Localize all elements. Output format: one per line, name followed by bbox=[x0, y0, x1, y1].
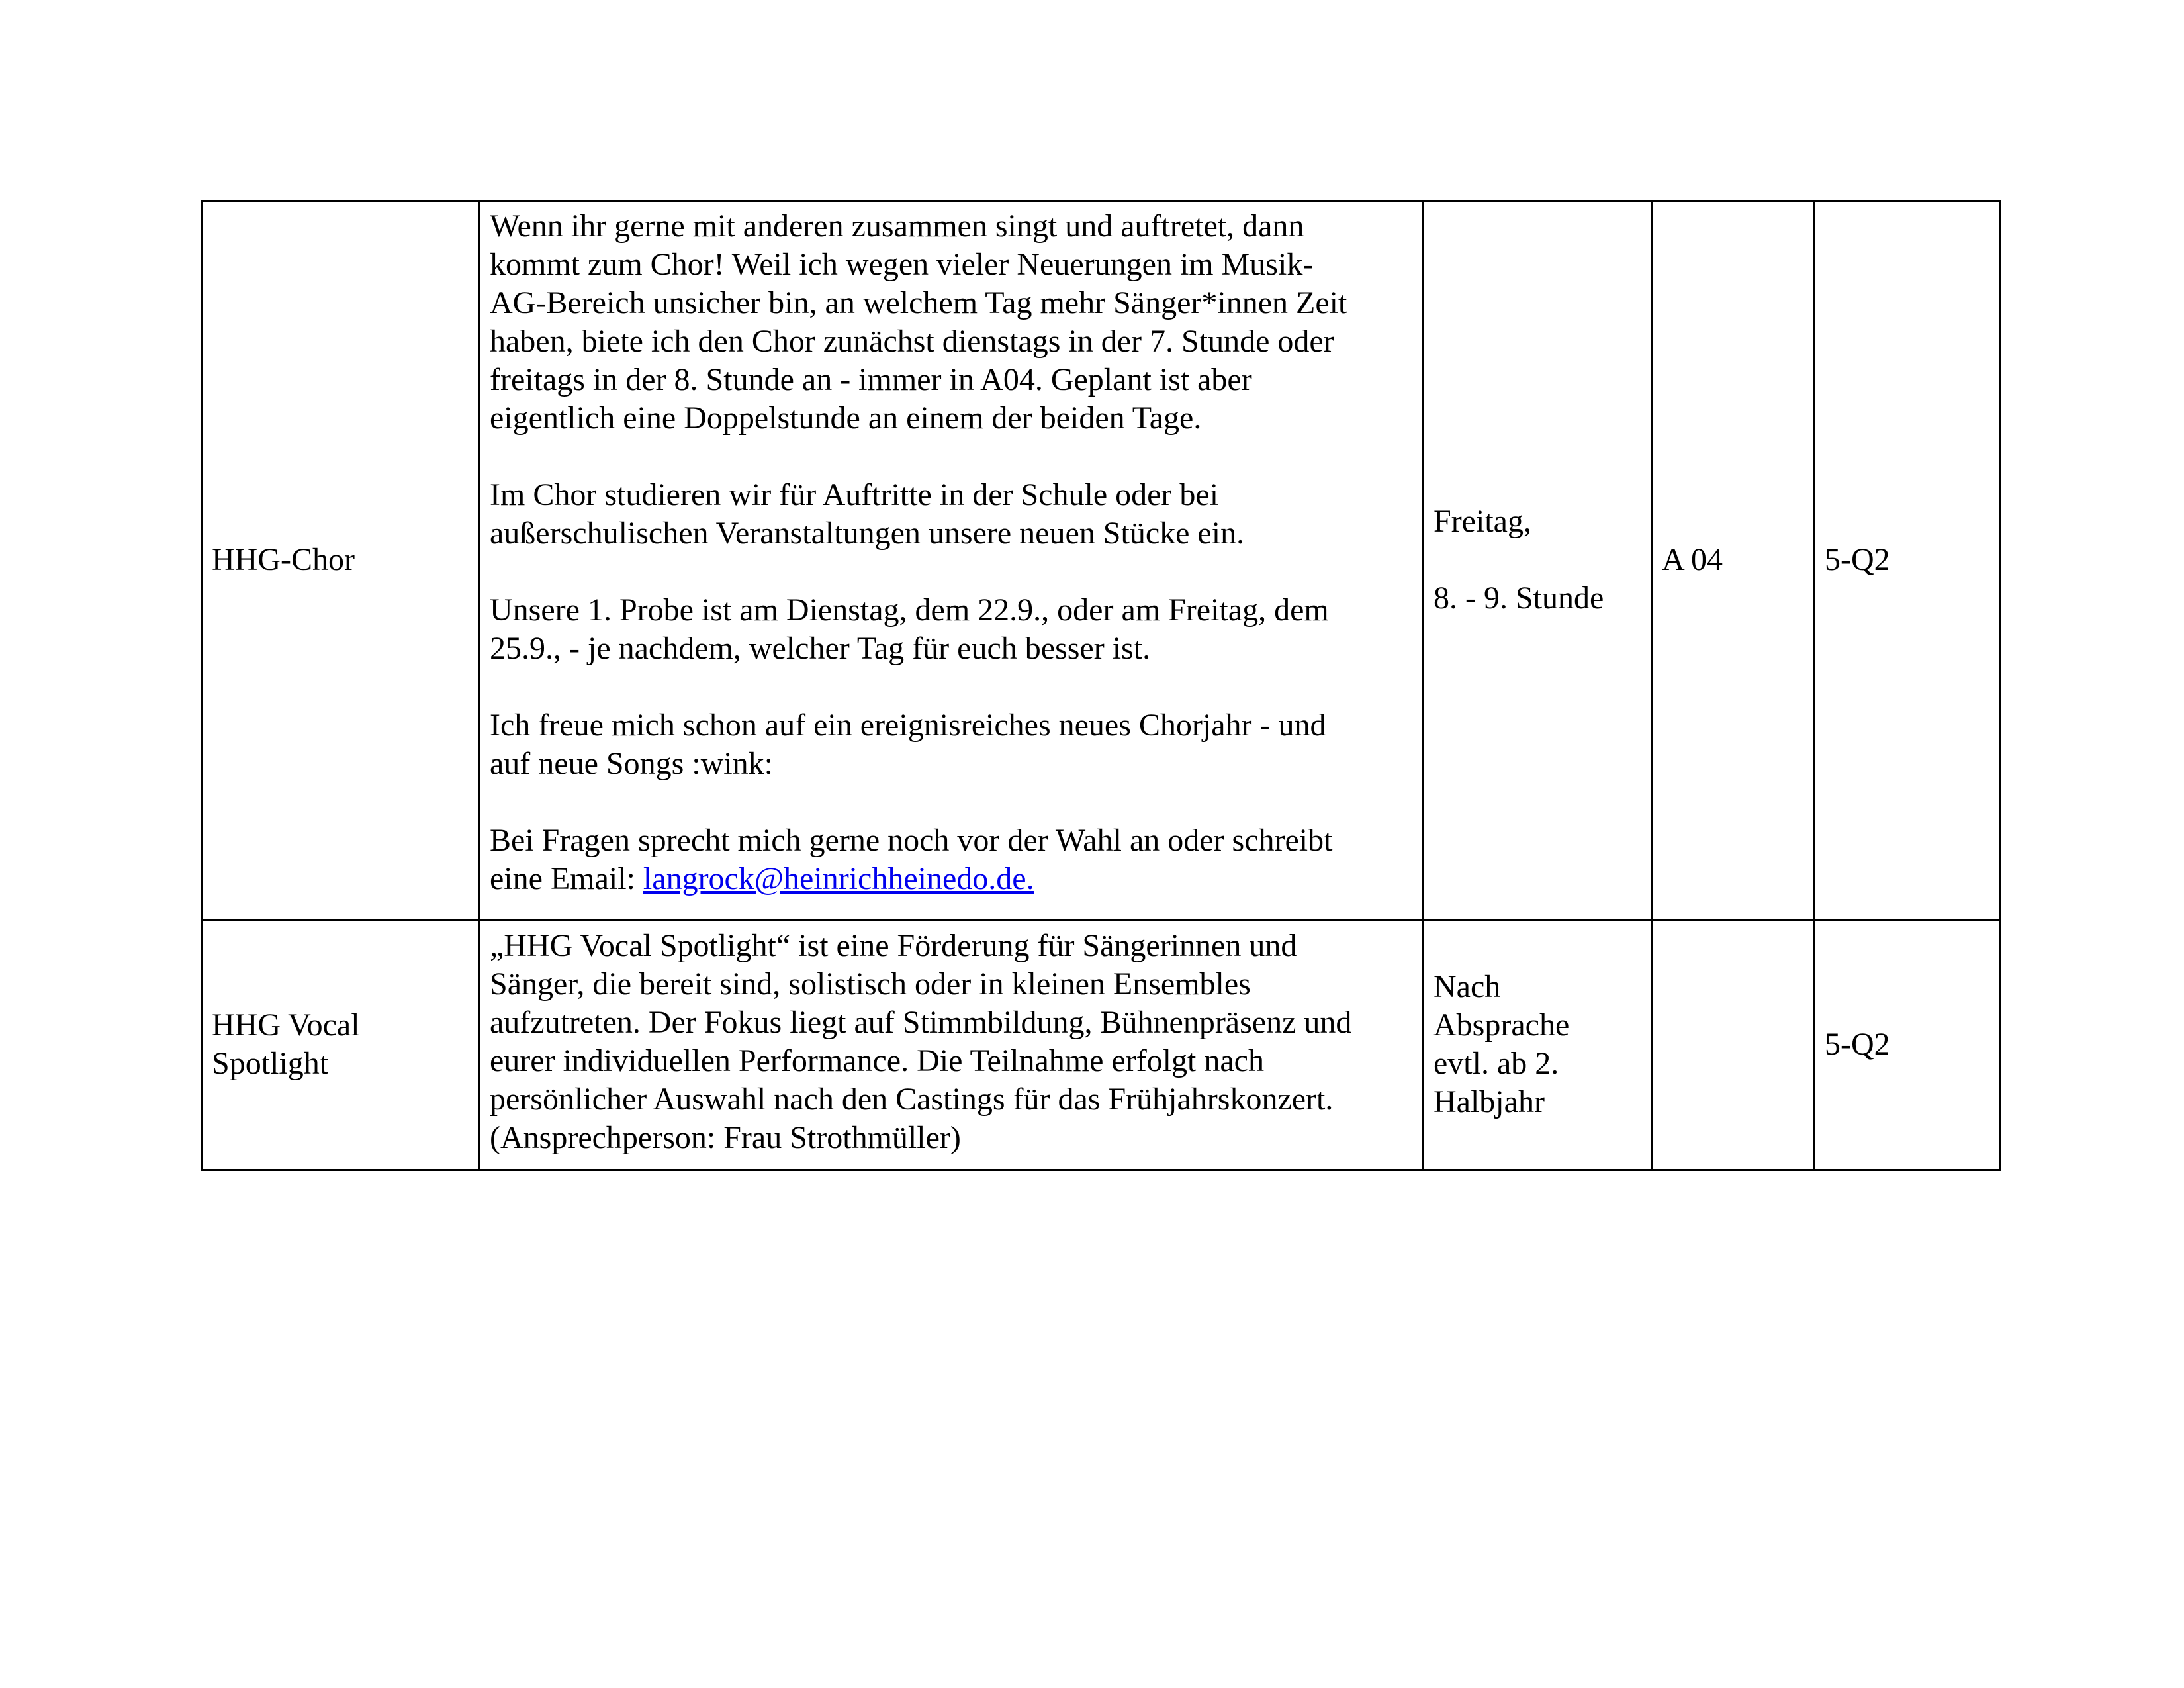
contact-line: Bei Fragen sprecht mich gerne noch vor der Wahl an oder schreibt bbox=[490, 823, 1333, 858]
description-line: 25.9., - je nachdem, welcher Tag für euch besser ist. bbox=[490, 631, 1151, 666]
description-line: Im Chor studieren wir für Auftritte in der Schule oder bei bbox=[490, 477, 1219, 512]
description-line: AG-Bereich unsicher bin, an welchem Tag mehr Sänger*innen Zeit bbox=[490, 285, 1347, 320]
description-paragraph bbox=[490, 591, 1413, 668]
description-line: außerschulischen Veranstaltungen unsere neuen Stücke ein. bbox=[490, 516, 1245, 551]
description-line: eigentlich eine Doppelstunde an einem der beiden Tage. bbox=[490, 400, 1202, 436]
description-line: Wenn ihr gerne mit anderen zusammen singt und auftretet, dann bbox=[490, 209, 1304, 244]
time-line: Absprache bbox=[1433, 1008, 1570, 1043]
description-line: (Ansprechperson: Frau Strothmüller) bbox=[490, 1120, 961, 1155]
ag-grades-cell bbox=[1815, 921, 2000, 1170]
time-period: 8. - 9. Stunde bbox=[1433, 581, 1604, 616]
contact-paragraph bbox=[490, 821, 1413, 898]
ag-grades: 5-Q2 bbox=[1825, 1027, 1890, 1062]
table-row bbox=[202, 921, 2000, 1170]
ag-room-cell bbox=[1652, 201, 1815, 921]
ag-name-line: Spotlight bbox=[212, 1046, 329, 1081]
ag-name: HHG-Chor bbox=[212, 542, 355, 577]
time-day: Freitag, bbox=[1433, 504, 1531, 539]
description-line: kommt zum Chor! Weil ich wegen vieler Neuerungen im Musik- bbox=[490, 247, 1314, 282]
time-line: Nach bbox=[1433, 969, 1501, 1004]
description-paragraph bbox=[490, 706, 1413, 783]
ag-time-cell bbox=[1424, 921, 1652, 1170]
description-line: Sänger, die bereit sind, solistisch oder in kleinen Ensembles bbox=[490, 966, 1251, 1002]
ag-description-cell bbox=[480, 201, 1424, 921]
description-line: freitags in der 8. Stunde an - immer in A04. Geplant ist aber bbox=[490, 362, 1252, 397]
time-gap bbox=[1433, 541, 1641, 579]
description-line: Ich freue mich schon auf ein ereignisreiches neues Chorjahr - und bbox=[490, 708, 1326, 743]
contact-prefix: eine Email: bbox=[490, 861, 643, 896]
contact-line bbox=[490, 860, 1413, 898]
ag-room: A 04 bbox=[1662, 542, 1723, 577]
email-link[interactable]: langrock@heinrichheinedo.de. bbox=[643, 861, 1034, 896]
time-line: Halbjahr bbox=[1433, 1084, 1545, 1119]
description-line: eurer individuellen Performance. Die Teilnahme erfolgt nach bbox=[490, 1043, 1264, 1078]
ag-name-cell bbox=[202, 201, 480, 921]
table-row bbox=[202, 201, 2000, 921]
ag-name-cell bbox=[202, 921, 480, 1170]
description-line: haben, biete ich den Chor zunächst dienstags in der 7. Stunde oder bbox=[490, 324, 1334, 359]
description-paragraph bbox=[490, 207, 1413, 438]
ag-table bbox=[201, 200, 2001, 1171]
description-paragraph bbox=[490, 476, 1413, 553]
ag-description-cell bbox=[480, 921, 1424, 1170]
description-line: aufzutreten. Der Fokus liegt auf Stimmbildung, Bühnenpräsenz und bbox=[490, 1005, 1352, 1040]
ag-grades-cell bbox=[1815, 201, 2000, 921]
ag-time-cell bbox=[1424, 201, 1652, 921]
description-line: Unsere 1. Probe ist am Dienstag, dem 22.9., oder am Freitag, dem bbox=[490, 592, 1329, 628]
description-line: persönlicher Auswahl nach den Castings für das Frühjahrskonzert. bbox=[490, 1082, 1334, 1117]
time-line: evtl. ab 2. bbox=[1433, 1046, 1559, 1081]
ag-room-cell bbox=[1652, 921, 1815, 1170]
ag-name-line: HHG Vocal bbox=[212, 1008, 360, 1043]
description-line: „HHG Vocal Spotlight“ ist eine Förderung für Sängerinnen und bbox=[490, 928, 1297, 963]
ag-grades: 5-Q2 bbox=[1825, 542, 1890, 577]
description-line: auf neue Songs :wink: bbox=[490, 746, 773, 781]
